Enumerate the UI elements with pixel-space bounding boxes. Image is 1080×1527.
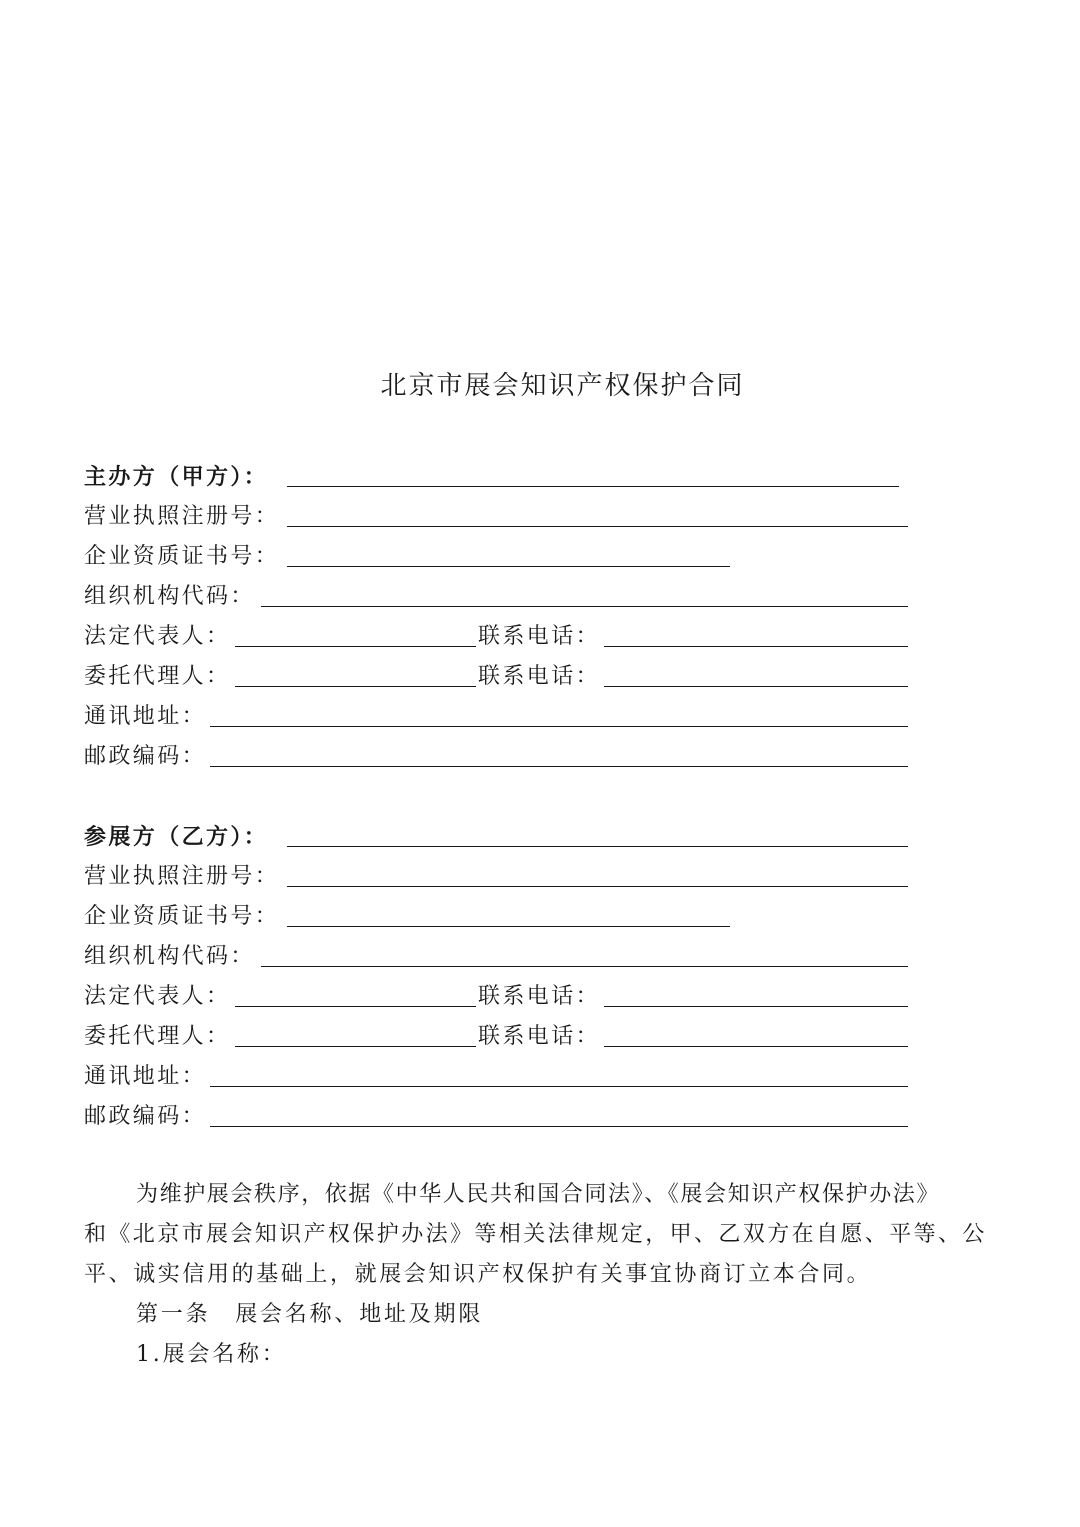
party-a-postcode-label: 邮政编码： (84, 744, 207, 769)
party-b-agent-phone-field[interactable] (604, 1046, 908, 1047)
party-b-name-field[interactable] (287, 846, 908, 847)
party-a-agent-field[interactable] (235, 686, 476, 687)
party-b-agent-field[interactable] (235, 1046, 476, 1047)
party-b-legal-rep-phone-field[interactable] (604, 1006, 908, 1007)
party-b-legal-rep-phone-label: 联系电话： (478, 984, 601, 1009)
preamble-line-2: 和《北京市展会知识产权保护办法》等相关法律规定，甲、乙双方在自愿、平等、公 (84, 1222, 987, 1247)
party-a-agent-phone-label: 联系电话： (478, 664, 601, 689)
party-a-license-field[interactable] (287, 526, 908, 527)
party-b-license-field[interactable] (287, 886, 908, 887)
party-b-legal-rep-label: 法定代表人： (84, 984, 231, 1009)
party-a-org-code-label: 组织机构代码： (84, 584, 255, 609)
party-a-legal-rep-label: 法定代表人： (84, 624, 231, 649)
party-a-header: 主办方（甲方）： (84, 464, 269, 490)
party-b-header: 参展方（乙方）： (84, 824, 269, 850)
party-b-org-code-label: 组织机构代码： (84, 944, 255, 969)
document-title: 北京市展会知识产权保护合同 (380, 371, 745, 401)
party-b-address-field[interactable] (210, 1086, 908, 1087)
party-b-postcode-field[interactable] (210, 1126, 908, 1127)
party-a-qualification-label: 企业资质证书号： (84, 544, 280, 569)
party-b-legal-rep-field[interactable] (235, 1006, 476, 1007)
party-b-agent-phone-label: 联系电话： (478, 1024, 601, 1049)
party-b-address-label: 通讯地址： (84, 1064, 207, 1089)
party-a-legal-rep-field[interactable] (235, 646, 476, 647)
article-1-item-1: 1.展会名称： (136, 1342, 287, 1367)
party-a-license-label: 营业执照注册号： (84, 504, 280, 529)
party-b-org-code-field[interactable] (261, 966, 908, 967)
party-a-agent-label: 委托代理人： (84, 664, 231, 689)
party-a-qualification-field[interactable] (287, 566, 730, 567)
party-a-name-field[interactable] (287, 486, 899, 487)
preamble-line-1: 为维护展会秩序，依据《中华人民共和国合同法》、《展会知识产权保护办法》 (136, 1182, 941, 1207)
party-b-qualification-field[interactable] (287, 926, 730, 927)
party-a-legal-rep-phone-field[interactable] (604, 646, 908, 647)
party-b-license-label: 营业执照注册号： (84, 864, 280, 889)
party-a-address-field[interactable] (210, 726, 908, 727)
party-a-postcode-field[interactable] (210, 766, 908, 767)
party-b-agent-label: 委托代理人： (84, 1024, 231, 1049)
party-b-qualification-label: 企业资质证书号： (84, 904, 280, 929)
preamble-line-3: 平、诚实信用的基础上，就展会知识产权保护有关事宜协商订立本合同。 (84, 1262, 872, 1287)
party-a-agent-phone-field[interactable] (604, 686, 908, 687)
party-b-postcode-label: 邮政编码： (84, 1104, 207, 1129)
article-1-heading: 第一条 展会名称、地址及期限 (136, 1302, 484, 1327)
party-a-legal-rep-phone-label: 联系电话： (478, 624, 601, 649)
party-a-address-label: 通讯地址： (84, 704, 207, 729)
party-a-org-code-field[interactable] (261, 606, 908, 607)
